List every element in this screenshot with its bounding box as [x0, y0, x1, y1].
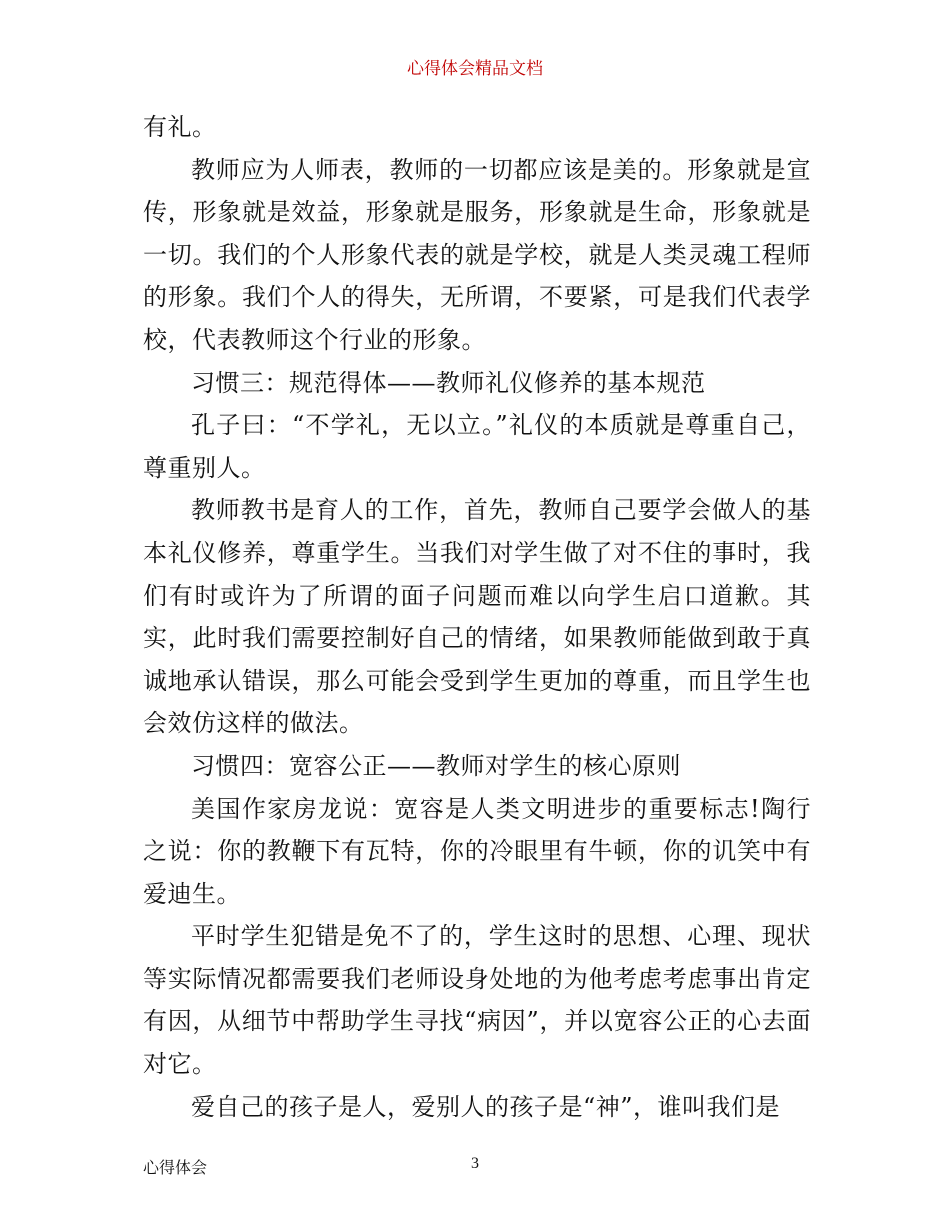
page-header-title: 心得体会精品文档: [407, 59, 543, 79]
paragraph-2: 教师应为人师表，教师的一切都应该是美的。形象就是宣传，形象就是效益，形象就是服务，形象就是生命，形象就是一切。我们的个人形象代表的就是学校，就是人类灵魂工程师的形象。我们个人的得失，无所谓，不要紧，可是我们代表学校，代表教师这个行业的形象。: [143, 155, 811, 354]
paragraph-8: 平时学生犯错是免不了的，学生这时的思想、心理、现状等实际情况都需要我们老师设身处地的为他考虑考虑事出肯定有因，从细节中帮助学生寻找“病因”，并以宽容公正的心去面对它。: [143, 922, 811, 1079]
document-body: [143, 106, 811, 1128]
page-number: 3: [471, 1155, 479, 1172]
paragraph-9: 爱自己的孩子是人，爱别人的孩子是“神”，谁叫我们是: [191, 1092, 781, 1121]
paragraph-1: 有礼。: [143, 113, 217, 141]
page-footer-label: 心得体会: [143, 1158, 208, 1177]
section-heading-habit-4: 习惯四：宽容公正——教师对学生的核心原则: [191, 751, 681, 780]
section-heading-habit-3: 习惯三：规范得体——教师礼仪修养的基本规范: [191, 368, 706, 397]
paragraph-7: 美国作家房龙说：宽容是人类文明进步的重要标志!陶行之说：你的教鞭下有瓦特，你的冷眼里有牛顿，你的讥笑中有爱迪生。: [143, 794, 811, 908]
paragraph-4: 孔子曰：“不学礼，无以立。”礼仪的本质就是尊重自己，尊重别人。: [143, 411, 811, 482]
paragraph-5: 教师教书是育人的工作，首先，教师自己要学会做人的基本礼仪修养，尊重学生。当我们对学生做了对不住的事时，我们有时或许为了所谓的面子问题而难以向学生启口道歉。其实，此时我们需要控制好自己的情绪，如果教师能做到敢于真诚地承认错误，那么可能会受到学生更加的尊重，而且学生也会效仿这样的做法。: [143, 496, 811, 738]
